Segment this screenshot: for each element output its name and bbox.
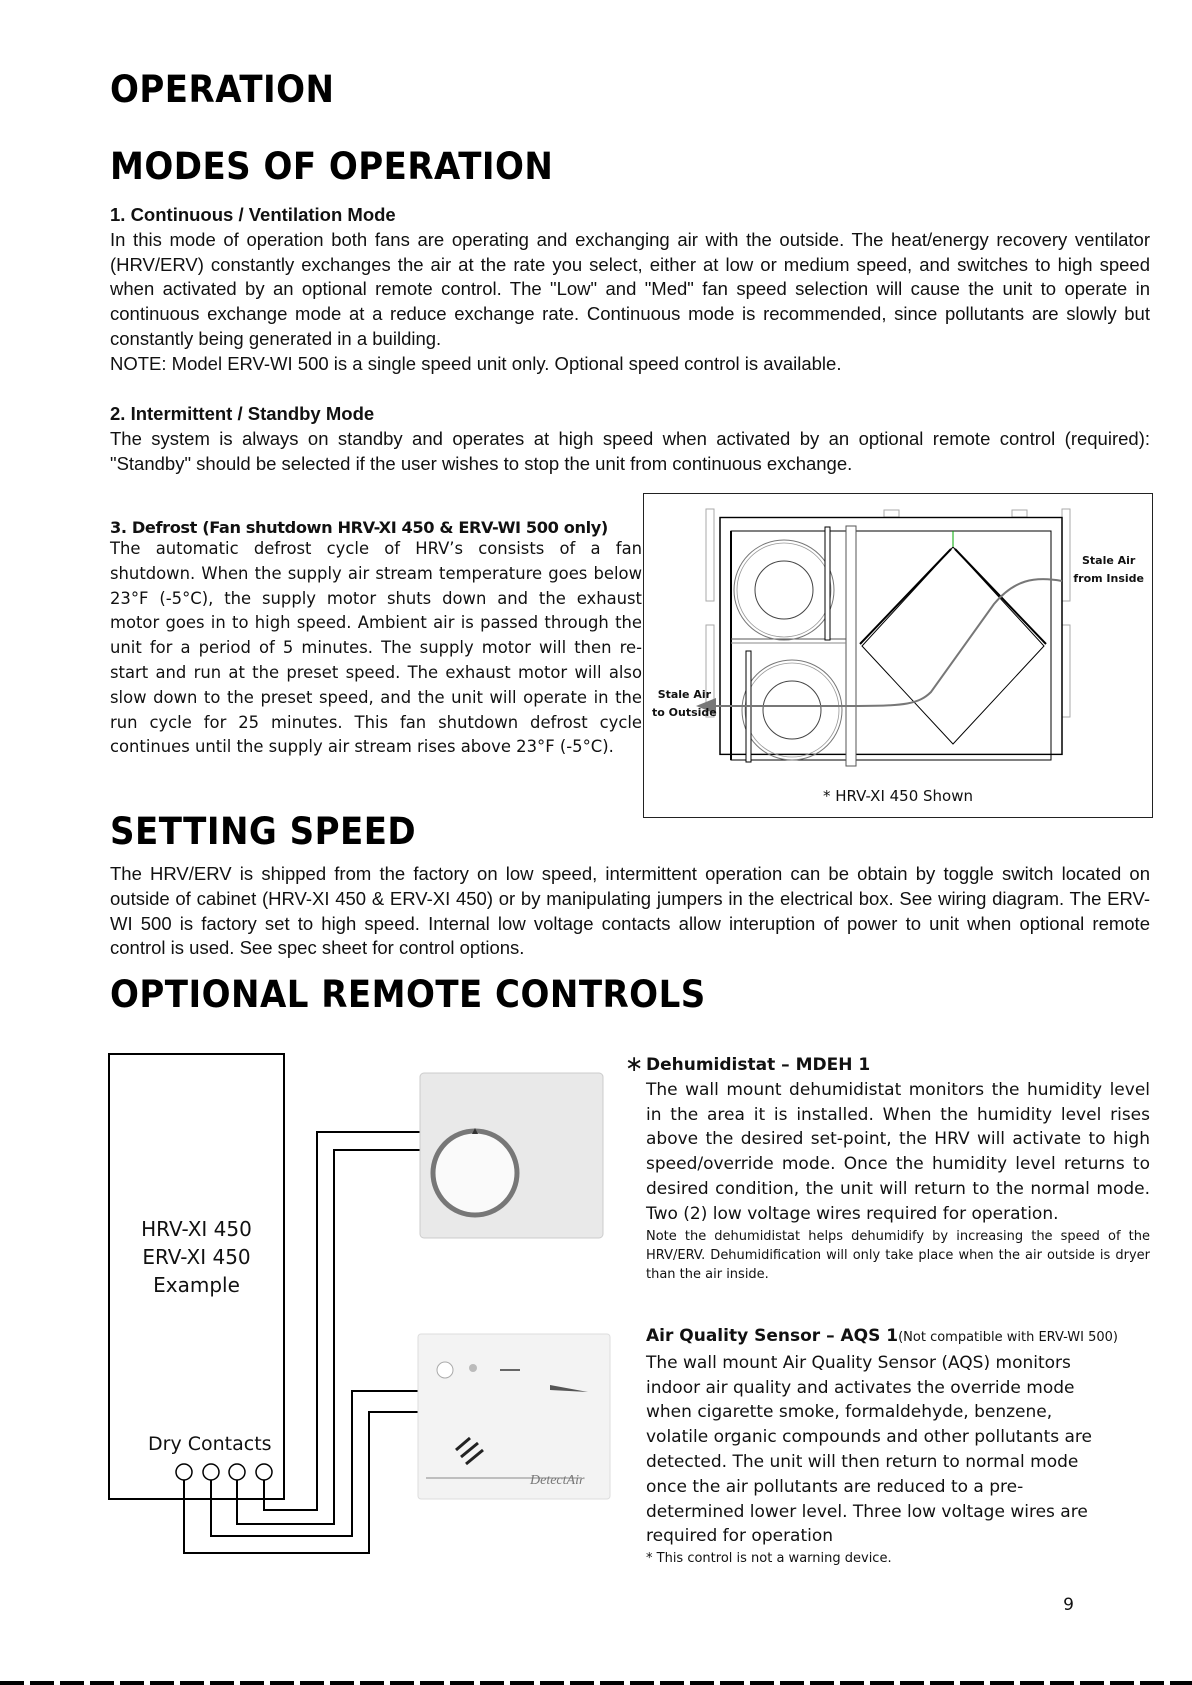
aqs-note: * This control is not a warning device.: [646, 1551, 892, 1567]
aqs-section: [646, 1324, 1156, 1568]
aqs-title: Air Quality Sensor – AQS 1: [646, 1326, 899, 1346]
mode-defrost-title: 3. Defrost (Fan shutdown HRV-XI 450 & ERV-WI 500 only): [110, 518, 608, 537]
setting-speed-text: The HRV/ERV is shipped from the factory on low speed, intermittent operation can be obtain by toggle switch located on outside of cabinet (HRV-XI 450 & ERV-XI 450) or by manipulating jumpers in the electrical box. See wiring diagram. The ERV-WI 500 is factory set to high speed. Internal low voltage contacts allow interuption of power to unit when optional remote control is used. See spec sheet for control options.: [110, 863, 1150, 959]
label-out-line2: to Outside: [652, 706, 717, 719]
unit-label-line1: HRV-XI 450: [141, 1217, 252, 1241]
dehumidistat-title: Dehumidistat – MDEH 1: [646, 1055, 871, 1075]
diagram-caption: * HRV-XI 450 Shown: [822, 787, 974, 805]
dry-contacts-label: Dry Contacts: [148, 1433, 272, 1455]
setting-speed-section: [110, 862, 1150, 961]
mode-defrost: [110, 518, 642, 760]
dehumidistat-section: [646, 1053, 1150, 1284]
mode-continuous-note: NOTE: Model ERV-WI 500 is a single speed unit only. Optional speed control is available.: [110, 352, 842, 374]
footer-rule: [0, 1681, 1192, 1685]
wiring-lines: [100, 1040, 640, 1590]
dehumidistat-text: The wall mount dehumidistat monitors the humidity level in the area it is installed. When the humidity level rises above the desired set-point, the HRV will activate to high speed/override mode. Once the humidity level returns to desired condition, the unit will return to the normal mode. Two (2) low voltage wires required for operation.: [646, 1079, 1150, 1224]
unit-label-line3: Example: [153, 1273, 240, 1297]
label-out-line1: Stale Air: [657, 688, 712, 701]
mode-continuous: [110, 203, 1150, 377]
aqs-text: The wall mount Air Quality Sensor (AQS) monitors indoor air quality and activates the override mode when cigarette smoke, formaldehyde, benzene, volatile organic compounds and other pollutants are detected. The unit will then return to normal mode once the air pollutants are reduced to a pre-determined lower level. Three low voltage wires are required for operation: [646, 1352, 1092, 1547]
page-number: 9: [1063, 1595, 1074, 1615]
mode-intermittent: [110, 402, 1150, 476]
contact-2: [203, 1464, 219, 1480]
mode-intermittent-text: The system is always on standby and operates at high speed when activated by an optional remote control (required): "Standby" should be selected if the user wishes to stop the unit from continuous exchange.: [110, 427, 1150, 474]
aqs-brand-label: DetectAir: [530, 1473, 585, 1488]
mode-intermittent-title: 2. Intermittent / Standby Mode: [110, 403, 375, 424]
contact-3: [229, 1464, 245, 1480]
unit-label: [109, 1215, 284, 1299]
aqs-title-note: (Not compatible with ERV-WI 500): [898, 1330, 1119, 1345]
mode-continuous-text: In this mode of operation both fans are operating and exchanging air with the outside. The heat/energy recovery ventilator (HRV/ERV) constantly exchanges the air at the rate you select, either at low or medium speed, and switches to high speed when activated by an optional remote control. The "Low" and "Med" fan speed selection will cause the unit to operate in continuous exchange mode at a reduce exchange rate. Continuous mode is recommended, since pollutants are slowly but constantly being generated in a building.: [110, 228, 1150, 349]
label-stale-air-in: [1073, 552, 1144, 588]
heading-operation: OPERATION: [110, 68, 335, 111]
hrv-unit-drawing: [644, 494, 1152, 794]
heading-optional-remote-controls: OPTIONAL REMOTE CONTROLS: [110, 973, 706, 1016]
label-in-line2: from Inside: [1073, 572, 1144, 585]
mode-defrost-text: The automatic defrost cycle of HRV’s consists of a fan shutdown. When the supply air stream temperature goes below 23°F (-5°C), the supply motor shuts down and the exhaust motor goes in to high speed. Ambient air is passed through the unit for a period of 5 minutes. The supply motor will then re-start and run at the preset speed. The exhaust motor will also slow down to the preset speed, and the unit will operate in the run cycle for 25 minutes. This fan shutdown defrost cycle continues until the supply air stream rises above 23°F (-5°C).: [110, 539, 642, 757]
heading-setting-speed: SETTING SPEED: [110, 810, 417, 853]
label-stale-air-out: [652, 686, 717, 722]
unit-label-line2: ERV-XI 450: [142, 1245, 251, 1269]
asterisk-icon: ∗: [625, 1052, 644, 1077]
contact-1: [176, 1464, 192, 1480]
mode-continuous-title: 1. Continuous / Ventilation Mode: [110, 204, 396, 225]
label-in-line1: Stale Air: [1081, 554, 1136, 567]
unit-diagram: [643, 493, 1153, 818]
dehumidistat-note: Note the dehumidistat helps dehumidify by increasing the speed of the HRV/ERV. Dehumidification will only take place when the air outside is dryer than the air inside.: [646, 1228, 1150, 1282]
contact-4: [256, 1464, 272, 1480]
heading-modes-of-operation: MODES OF OPERATION: [110, 145, 554, 188]
wiring-diagram: [100, 1040, 640, 1590]
